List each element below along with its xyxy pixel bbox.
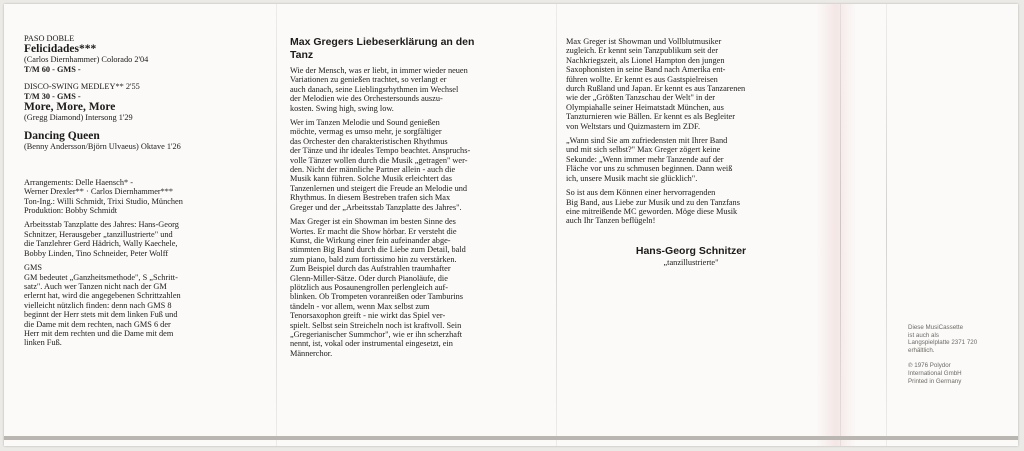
- fold-line-4: [886, 4, 887, 446]
- text-line: Männerchor.: [290, 348, 333, 358]
- article-paragraph: [290, 217, 552, 358]
- availability-line: Langspielplatte 2371 720: [908, 339, 978, 347]
- text-line: möchte, vermag es umso mehr, je sorgfältiger: [290, 127, 442, 137]
- medley-title: DISCO-SWING MEDLEY** 2'55: [24, 82, 140, 92]
- text-line: Olympiahalle seiner Heimatstadt München, aus: [566, 102, 724, 112]
- fold-line-1: [276, 4, 277, 446]
- track3-title: Dancing Queen: [24, 130, 100, 143]
- spacer: [908, 354, 988, 362]
- credits-line: Arrangements: Delle Haensch* -: [24, 177, 133, 187]
- arbeitsstab-line: Schnitzer, Herausgeber „tanzillustrierte" und: [24, 229, 173, 239]
- text-line: volle Tänzer wollen durch die Musik „getragen" wer-: [290, 155, 468, 165]
- text-line: Wie der Mensch, was er liebt, in immer wieder neuen: [290, 66, 468, 75]
- spacer: [24, 122, 274, 130]
- gms-line: erlernt hat, wird die angegebenen Schrittzahlen: [24, 291, 181, 301]
- article-paragraph: [566, 188, 828, 226]
- spacer: [24, 152, 274, 178]
- copyright-line: Printed in Germany: [908, 377, 962, 385]
- medley-tempo: T/M 30 - GMS -: [24, 91, 81, 101]
- availability-line: erhältlich.: [908, 346, 935, 354]
- credits-block: [24, 178, 274, 216]
- back-info-panel: [908, 324, 988, 385]
- article-heading-line: Max Gregers Liebeserklärung an den: [290, 36, 475, 48]
- text-line: zum piano, bald zum fortissimo hin zu verstärken.: [290, 254, 457, 264]
- article-paragraph: [290, 66, 552, 113]
- text-line: Wer im Tanzen Melodie und Sound genießen: [290, 118, 440, 128]
- signature-block: [566, 245, 816, 267]
- text-line: und mit sich selbst?" Max Greger zögert keine: [566, 145, 721, 155]
- text-line: auch danach, seine Lieblingsrhythmen im Wechsel: [290, 84, 459, 94]
- text-line: der Tänze und ihr ideales Tempo beachtet. Anspruchs-: [290, 146, 471, 156]
- gms-line: GM bedeutet „Ganzheitsmethode", S „Schritt-: [24, 272, 178, 282]
- text-line: tändeln - vor allem, wenn Max selbst zum: [290, 301, 430, 311]
- copyright-line: ℗ 1976 Polydor: [908, 362, 951, 370]
- arbeitsstab-block: [24, 220, 274, 258]
- gms-heading: GMS: [24, 263, 42, 273]
- text-line: spielt. Selbst sein Streicheln noch ist kraftvoll. Sein: [290, 320, 462, 330]
- gms-line: satz". Auch wer Tanzen nicht nach der GM: [24, 281, 167, 291]
- arbeitsstab-line: die Tanzlehrer Gerd Hädrich, Wally Kaechele,: [24, 239, 178, 249]
- availability-line: Diese MusiCassette: [908, 324, 964, 331]
- text-line: Nachkriegszeit, als Lionel Hampton den jungen: [566, 55, 725, 65]
- credits-line: Produktion: Bobby Schmidt: [24, 206, 118, 216]
- track1-tempo: T/M 60 - GMS -: [24, 64, 81, 74]
- text-line: kosten. Swing high, swing low.: [290, 103, 394, 113]
- signature-name: Hans-Georg Schnitzer: [635, 244, 747, 257]
- track1-composer: (Carlos Diernhammer) Colorado 2'04: [24, 55, 149, 65]
- text-line: Wortes. Er macht die Show hörbar. Er versteht die: [290, 226, 457, 236]
- track3-composer: (Benny Andersson/Björn Ulvaeus) Oktave 1'26: [24, 142, 181, 152]
- credits-line: Ton-Ing.: Willi Schmidt, Trixi Studio, München: [24, 196, 183, 206]
- text-line: das Orchester den charakteristischen Rhythmus: [290, 136, 448, 146]
- text-line: Tenorsaxophon greift - nie wirkt das Spiel ver-: [290, 311, 446, 321]
- text-line: führen wollte. Er kennt es aus Gastspielreisen: [566, 74, 718, 84]
- text-line: den. Nicht der männliche Partner allein - auch die: [290, 165, 456, 175]
- text-line: blinken. Ob Trompeten voranreißen oder Tamburins: [290, 292, 464, 302]
- text-line: Kunst, die Wirkung einer fein aufeinander abge-: [290, 235, 451, 245]
- article-heading: [290, 36, 552, 62]
- tracklist-panel: [24, 34, 274, 353]
- article-heading-line: Tanz: [290, 49, 314, 61]
- gms-line: vielleicht nützlich finden: denn nach GMS 8: [24, 300, 172, 310]
- text-line: Tanzturnieren wie Bällen. Er kennt es als Begleiter: [566, 112, 735, 122]
- arbeitsstab-line: Bobby Linden, Tino Schneider, Peter Wolff: [24, 248, 169, 258]
- gms-line: Herr mit dem rechten und die Dame mit dem: [24, 328, 174, 338]
- text-line: eine mitreißende MC geworden. Möge diese Musik: [566, 206, 738, 216]
- cassette-inlay-sheet: [4, 4, 1018, 446]
- text-line: „Wann sind Sie am zufriedensten mit Ihrer Band: [566, 136, 728, 146]
- text-line: Tanzenlernen und steigert die Freude an Melodie und: [290, 183, 468, 193]
- text-line: wie der „Größten Tanzschau der Welt" in der: [566, 93, 716, 103]
- text-line: So ist aus dem Können einer hervorragenden: [566, 188, 716, 198]
- gms-block: [24, 273, 274, 348]
- credits-line: Werner Drexler** · Carlos Diernhammer***: [24, 187, 174, 197]
- track2-composer: (Gregg Diamond) Intersong 1'29: [24, 113, 133, 123]
- track1-title: Felicidades***: [24, 43, 97, 56]
- track2-title: More, More, More: [24, 101, 116, 114]
- article-paragraph: [566, 136, 828, 183]
- text-line: „Gregerianischer Summchor", wie er ihn scherzhaft: [290, 329, 463, 339]
- text-line: auch Ihr Tanzen beflügeln!: [566, 216, 656, 226]
- text-line: von Weltstars und Quizmastern im ZDF.: [566, 121, 701, 131]
- spacer: [566, 231, 828, 245]
- text-line: Greger und der „Arbeitsstab Tanzplatte des Jahres".: [290, 202, 462, 212]
- text-line: nennt, ist, vokal oder instrumental eingesetzt, ein: [290, 339, 453, 349]
- text-line: Variationen zu genießen trachtet, so verlangt er: [290, 75, 447, 85]
- text-line: Sekunde: „Wenn immer mehr Tanzende auf der: [566, 154, 724, 164]
- text-line: zugleich. Er kennt sein Tanzpublikum seit der: [566, 46, 719, 56]
- copyright-line: International GmbH: [908, 369, 962, 377]
- fold-line-3: [840, 4, 841, 446]
- text-line: Musik kann führen. Solche Musik erleichtert das: [290, 174, 452, 184]
- text-line: plötzlich aus Posaunengrollen perlengleich auf-: [290, 282, 449, 292]
- availability-line: ist auch als: [908, 331, 939, 339]
- text-line: Fläche vor uns zu schmusen beginnen. Dann weiß: [566, 164, 733, 174]
- text-line: ich, unsere Musik macht sie glücklich".: [566, 173, 698, 183]
- gms-line: linken Fuß.: [24, 338, 62, 348]
- fold-line-2: [556, 4, 557, 446]
- text-line: durch Rußland und Japan. Er kennt es aus Tanzarenen: [566, 84, 746, 94]
- text-line: Max Greger ist ein Showman im besten Sinne des: [290, 217, 456, 227]
- text-line: Zum Beispiel durch das Aufstrahlen traumhafter: [290, 264, 451, 274]
- text-line: Max Greger ist Showman und Vollblutmusiker: [566, 37, 722, 46]
- text-line: stimmten Big Band durch die Liebe zum Detail, bald: [290, 245, 466, 255]
- signature-org: „tanzillustrierte": [663, 257, 719, 267]
- text-line: Saxophonisten in seine Band nach Amerika ent-: [566, 65, 726, 75]
- bottom-band: [4, 436, 1018, 440]
- gms-line: beginnt der Herr stets mit dem linken Fuß und: [24, 310, 178, 320]
- text-line: Rhythmus. In diesem Bestreben trafen sich Max: [290, 193, 451, 203]
- arbeitsstab-line: Arbeitsstab Tanzplatte des Jahres: Hans-Georg: [24, 220, 179, 230]
- article-continuation-panel: [566, 37, 828, 267]
- gms-line: die Dame mit dem rechten, nach GMS 6 der: [24, 319, 171, 329]
- article-paragraph: [566, 37, 828, 131]
- text-line: Glenn-Miller-Sätze. Oder durch Pianoläufe, die: [290, 273, 448, 283]
- text-line: Big Band, aus Liebe zur Musik und zu den Tanzfans: [566, 197, 740, 207]
- article-paragraph: [290, 118, 552, 212]
- track1-genre: PASO DOBLE: [24, 34, 75, 43]
- text-line: der Melodien wie des Orchestersounds auszu-: [290, 94, 443, 104]
- article-panel: [290, 36, 552, 363]
- spacer: [24, 74, 274, 82]
